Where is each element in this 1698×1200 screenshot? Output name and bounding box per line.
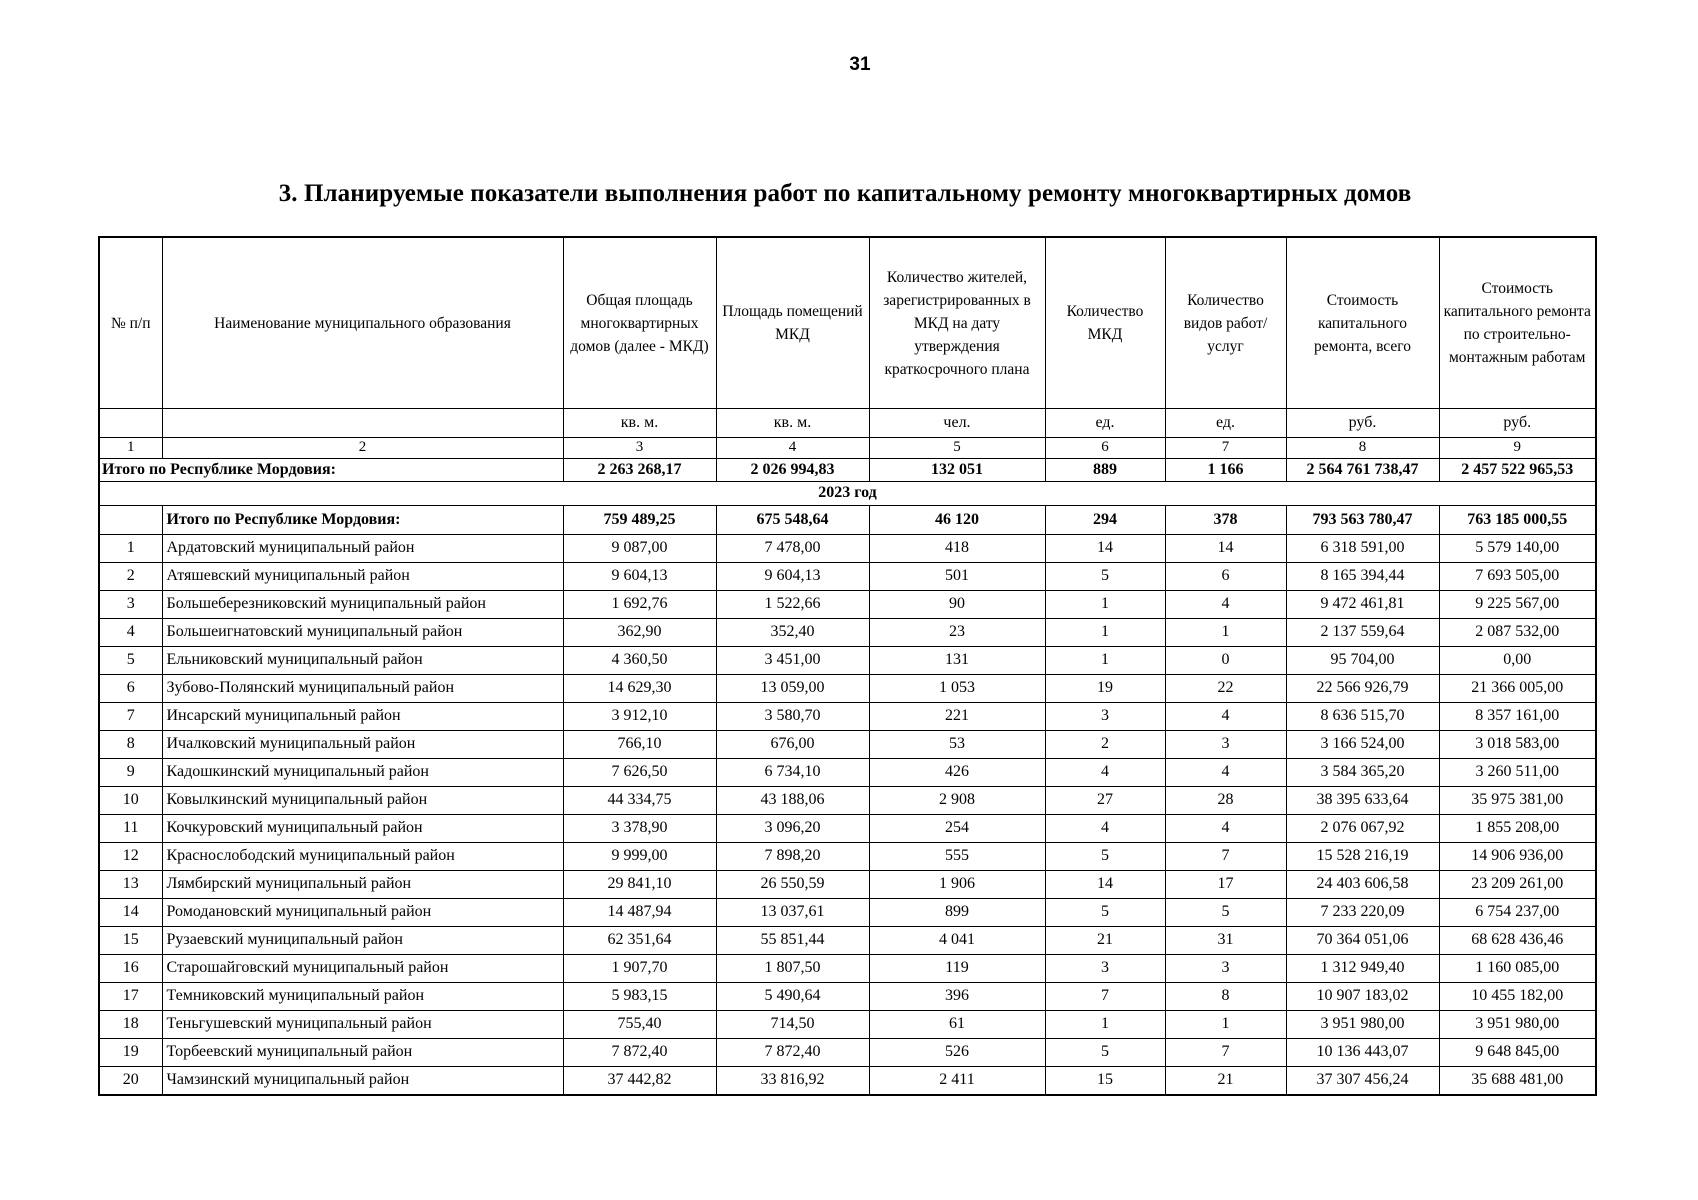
municipality-name: Кочкуровский муниципальный район	[162, 815, 563, 843]
unit-cell: руб.	[1439, 409, 1596, 438]
repair-cost-total: 6 318 591,00	[1286, 535, 1439, 563]
row-number: 13	[99, 871, 162, 899]
premises-area: 26 550,59	[716, 871, 869, 899]
header-row	[99, 237, 1596, 409]
repair-cost-construction: 10 455 182,00	[1439, 983, 1596, 1011]
unit-cell: руб.	[1286, 409, 1439, 438]
total-value: 2 457 522 965,53	[1439, 459, 1596, 482]
work-types-count: 4	[1165, 815, 1286, 843]
work-types-count: 28	[1165, 787, 1286, 815]
mkd-count: 27	[1045, 787, 1165, 815]
total-area: 9 087,00	[563, 535, 716, 563]
mkd-count: 1	[1045, 647, 1165, 675]
column-number: 3	[563, 438, 716, 459]
units-empty-cell	[99, 409, 162, 438]
row-number: 6	[99, 675, 162, 703]
total-area: 7 872,40	[563, 1039, 716, 1067]
total-area: 44 334,75	[563, 787, 716, 815]
premises-area: 3 451,00	[716, 647, 869, 675]
table-row	[99, 731, 1596, 759]
total-area: 9 999,00	[563, 843, 716, 871]
residents-count: 2 411	[869, 1067, 1045, 1096]
municipality-name: Инсарский муниципальный район	[162, 703, 563, 731]
repair-cost-construction: 21 366 005,00	[1439, 675, 1596, 703]
header-cell: Количество жителей, зарегистрированных в МКД на дату утверждения краткосрочного плана	[869, 237, 1045, 409]
premises-area: 5 490,64	[716, 983, 869, 1011]
header-cell: Количество видов работ/услуг	[1165, 237, 1286, 409]
repair-cost-total: 9 472 461,81	[1286, 591, 1439, 619]
premises-area: 13 037,61	[716, 899, 869, 927]
mkd-count: 5	[1045, 899, 1165, 927]
repair-cost-construction: 35 975 381,00	[1439, 787, 1596, 815]
grand-total-row	[99, 459, 1596, 482]
premises-area: 1 522,66	[716, 591, 869, 619]
year-total-row	[99, 506, 1596, 535]
municipality-name: Ичалковский муниципальный район	[162, 731, 563, 759]
municipality-name: Лямбирский муниципальный район	[162, 871, 563, 899]
column-number: 4	[716, 438, 869, 459]
table-row	[99, 563, 1596, 591]
residents-count: 1 053	[869, 675, 1045, 703]
year-row	[99, 482, 1596, 506]
total-area: 5 983,15	[563, 983, 716, 1011]
mkd-count: 3	[1045, 955, 1165, 983]
repair-cost-total: 7 233 220,09	[1286, 899, 1439, 927]
table-row	[99, 983, 1596, 1011]
table-row	[99, 1039, 1596, 1067]
work-types-count: 1	[1165, 1011, 1286, 1039]
repair-cost-construction: 7 693 505,00	[1439, 563, 1596, 591]
work-types-count: 31	[1165, 927, 1286, 955]
row-number: 4	[99, 619, 162, 647]
row-number: 14	[99, 899, 162, 927]
total-area: 14 487,94	[563, 899, 716, 927]
mkd-count: 5	[1045, 563, 1165, 591]
mkd-count: 5	[1045, 1039, 1165, 1067]
premises-area: 714,50	[716, 1011, 869, 1039]
repair-cost-total: 2 076 067,92	[1286, 815, 1439, 843]
work-types-count: 4	[1165, 591, 1286, 619]
municipality-name: Ромодановский муниципальный район	[162, 899, 563, 927]
table-row	[99, 843, 1596, 871]
row-number: 1	[99, 535, 162, 563]
total-value: 132 051	[869, 459, 1045, 482]
total-value: 1 166	[1165, 459, 1286, 482]
units-empty-cell	[162, 409, 563, 438]
total-area: 4 360,50	[563, 647, 716, 675]
work-types-count: 3	[1165, 955, 1286, 983]
year-total-label: Итого по Республике Мордовия:	[162, 506, 563, 535]
row-number: 9	[99, 759, 162, 787]
repair-cost-construction: 2 087 532,00	[1439, 619, 1596, 647]
column-number: 9	[1439, 438, 1596, 459]
table-row	[99, 955, 1596, 983]
residents-count: 119	[869, 955, 1045, 983]
municipality-name: Торбеевский муниципальный район	[162, 1039, 563, 1067]
repair-cost-total: 3 584 365,20	[1286, 759, 1439, 787]
header-cell: Стоимость капитального ремонта, всего	[1286, 237, 1439, 409]
premises-area: 43 188,06	[716, 787, 869, 815]
total-area: 1 692,76	[563, 591, 716, 619]
work-types-count: 14	[1165, 535, 1286, 563]
premises-area: 6 734,10	[716, 759, 869, 787]
row-number: 8	[99, 731, 162, 759]
repair-cost-total: 10 136 443,07	[1286, 1039, 1439, 1067]
premises-area: 13 059,00	[716, 675, 869, 703]
row-number: 20	[99, 1067, 162, 1096]
residents-count: 899	[869, 899, 1045, 927]
table-row	[99, 1011, 1596, 1039]
repair-cost-total: 10 907 183,02	[1286, 983, 1439, 1011]
table-row	[99, 591, 1596, 619]
repair-cost-total: 38 395 633,64	[1286, 787, 1439, 815]
municipality-name: Зубово-Полянский муниципальный район	[162, 675, 563, 703]
repair-cost-construction: 1 855 208,00	[1439, 815, 1596, 843]
work-types-count: 8	[1165, 983, 1286, 1011]
total-value: 675 548,64	[716, 506, 869, 535]
total-value: 46 120	[869, 506, 1045, 535]
row-number: 19	[99, 1039, 162, 1067]
column-number: 1	[99, 438, 162, 459]
repair-cost-construction: 9 648 845,00	[1439, 1039, 1596, 1067]
total-value: 889	[1045, 459, 1165, 482]
residents-count: 23	[869, 619, 1045, 647]
residents-count: 418	[869, 535, 1045, 563]
residents-count: 1 906	[869, 871, 1045, 899]
total-value: 763 185 000,55	[1439, 506, 1596, 535]
total-value: 793 563 780,47	[1286, 506, 1439, 535]
table-row	[99, 759, 1596, 787]
repair-cost-construction: 5 579 140,00	[1439, 535, 1596, 563]
table-row	[99, 871, 1596, 899]
repair-cost-construction: 3 951 980,00	[1439, 1011, 1596, 1039]
municipality-name: Теньгушевский муниципальный район	[162, 1011, 563, 1039]
table-row	[99, 815, 1596, 843]
table-row	[99, 927, 1596, 955]
premises-area: 676,00	[716, 731, 869, 759]
total-area: 29 841,10	[563, 871, 716, 899]
year-total-empty-cell	[99, 506, 162, 535]
header-cell: Стоимость капитального ремонта по строительно-монтажным работам	[1439, 237, 1596, 409]
unit-cell: чел.	[869, 409, 1045, 438]
unit-cell: кв. м.	[716, 409, 869, 438]
row-number: 7	[99, 703, 162, 731]
repair-cost-total: 8 636 515,70	[1286, 703, 1439, 731]
page-title: 3. Планируемые показатели выполнения работ по капитальному ремонту многоквартирных домов	[278, 180, 1412, 207]
repair-cost-construction: 14 906 936,00	[1439, 843, 1596, 871]
mkd-count: 1	[1045, 591, 1165, 619]
work-types-count: 17	[1165, 871, 1286, 899]
year-label: 2023 год	[99, 482, 1596, 506]
repair-cost-total: 95 704,00	[1286, 647, 1439, 675]
header-cell: Наименование муниципального образования	[162, 237, 563, 409]
table-row	[99, 675, 1596, 703]
premises-area: 3 096,20	[716, 815, 869, 843]
header-cell: Количество МКД	[1045, 237, 1165, 409]
row-number: 17	[99, 983, 162, 1011]
total-value: 2 263 268,17	[563, 459, 716, 482]
repair-cost-total: 8 165 394,44	[1286, 563, 1439, 591]
residents-count: 396	[869, 983, 1045, 1011]
municipality-name: Атяшевский муниципальный район	[162, 563, 563, 591]
row-number: 10	[99, 787, 162, 815]
repair-cost-construction: 3 260 511,00	[1439, 759, 1596, 787]
total-area: 362,90	[563, 619, 716, 647]
repair-cost-construction: 23 209 261,00	[1439, 871, 1596, 899]
premises-area: 7 872,40	[716, 1039, 869, 1067]
residents-count: 53	[869, 731, 1045, 759]
total-value: 378	[1165, 506, 1286, 535]
repair-cost-construction: 1 160 085,00	[1439, 955, 1596, 983]
capital-repair-table	[98, 236, 1597, 1096]
premises-area: 3 580,70	[716, 703, 869, 731]
work-types-count: 22	[1165, 675, 1286, 703]
work-types-count: 6	[1165, 563, 1286, 591]
repair-cost-total: 2 137 559,64	[1286, 619, 1439, 647]
row-number: 2	[99, 563, 162, 591]
header-cell: № п/п	[99, 237, 162, 409]
column-number: 7	[1165, 438, 1286, 459]
mkd-count: 14	[1045, 871, 1165, 899]
residents-count: 90	[869, 591, 1045, 619]
row-number: 16	[99, 955, 162, 983]
repair-cost-total: 37 307 456,24	[1286, 1067, 1439, 1096]
work-types-count: 5	[1165, 899, 1286, 927]
residents-count: 426	[869, 759, 1045, 787]
residents-count: 254	[869, 815, 1045, 843]
repair-cost-total: 15 528 216,19	[1286, 843, 1439, 871]
total-area: 755,40	[563, 1011, 716, 1039]
repair-cost-construction: 8 357 161,00	[1439, 703, 1596, 731]
municipality-name: Кадошкинский муниципальный район	[162, 759, 563, 787]
mkd-count: 19	[1045, 675, 1165, 703]
repair-cost-construction: 0,00	[1439, 647, 1596, 675]
work-types-count: 1	[1165, 619, 1286, 647]
mkd-count: 4	[1045, 815, 1165, 843]
premises-area: 9 604,13	[716, 563, 869, 591]
units-row	[99, 409, 1596, 438]
premises-area: 7 478,00	[716, 535, 869, 563]
total-value: 2 564 761 738,47	[1286, 459, 1439, 482]
total-area: 3 912,10	[563, 703, 716, 731]
premises-area: 352,40	[716, 619, 869, 647]
total-area: 37 442,82	[563, 1067, 716, 1096]
total-area: 7 626,50	[563, 759, 716, 787]
municipality-name: Большеигнатовский муниципальный район	[162, 619, 563, 647]
work-types-count: 4	[1165, 703, 1286, 731]
repair-cost-construction: 3 018 583,00	[1439, 731, 1596, 759]
premises-area: 55 851,44	[716, 927, 869, 955]
repair-cost-total: 22 566 926,79	[1286, 675, 1439, 703]
header-cell: Площадь помещений МКД	[716, 237, 869, 409]
table-row	[99, 619, 1596, 647]
residents-count: 131	[869, 647, 1045, 675]
row-number: 12	[99, 843, 162, 871]
total-area: 14 629,30	[563, 675, 716, 703]
residents-count: 555	[869, 843, 1045, 871]
grand-total-label: Итого по Республике Мордовия:	[99, 459, 563, 482]
repair-cost-total: 24 403 606,58	[1286, 871, 1439, 899]
premises-area: 33 816,92	[716, 1067, 869, 1096]
page-number: 31	[849, 54, 871, 75]
column-number: 8	[1286, 438, 1439, 459]
table-row	[99, 787, 1596, 815]
mkd-count: 5	[1045, 843, 1165, 871]
total-area: 766,10	[563, 731, 716, 759]
municipality-name: Темниковский муниципальный район	[162, 983, 563, 1011]
repair-cost-total: 3 166 524,00	[1286, 731, 1439, 759]
column-number: 2	[162, 438, 563, 459]
total-area: 3 378,90	[563, 815, 716, 843]
row-number: 5	[99, 647, 162, 675]
column-number: 5	[869, 438, 1045, 459]
mkd-count: 2	[1045, 731, 1165, 759]
repair-cost-total: 1 312 949,40	[1286, 955, 1439, 983]
table-row	[99, 1067, 1596, 1096]
premises-area: 1 807,50	[716, 955, 869, 983]
repair-cost-construction: 68 628 436,46	[1439, 927, 1596, 955]
row-number: 18	[99, 1011, 162, 1039]
row-number: 3	[99, 591, 162, 619]
work-types-count: 7	[1165, 1039, 1286, 1067]
data-rows	[99, 535, 1596, 1096]
row-number: 11	[99, 815, 162, 843]
unit-cell: кв. м.	[563, 409, 716, 438]
mkd-count: 14	[1045, 535, 1165, 563]
total-value: 759 489,25	[563, 506, 716, 535]
work-types-count: 4	[1165, 759, 1286, 787]
municipality-name: Ардатовский муниципальный район	[162, 535, 563, 563]
total-area: 1 907,70	[563, 955, 716, 983]
residents-count: 2 908	[869, 787, 1045, 815]
municipality-name: Чамзинский муниципальный район	[162, 1067, 563, 1096]
total-area: 62 351,64	[563, 927, 716, 955]
municipality-name: Ковылкинский муниципальный район	[162, 787, 563, 815]
work-types-count: 21	[1165, 1067, 1286, 1096]
residents-count: 526	[869, 1039, 1045, 1067]
municipality-name: Большеберезниковский муниципальный район	[162, 591, 563, 619]
mkd-count: 1	[1045, 1011, 1165, 1039]
mkd-count: 15	[1045, 1067, 1165, 1096]
header-cell: Общая площадь многоквартирных домов (далее - МКД)	[563, 237, 716, 409]
unit-cell: ед.	[1165, 409, 1286, 438]
mkd-count: 4	[1045, 759, 1165, 787]
municipality-name: Рузаевский муниципальный район	[162, 927, 563, 955]
work-types-count: 7	[1165, 843, 1286, 871]
table-row	[99, 899, 1596, 927]
total-value: 294	[1045, 506, 1165, 535]
premises-area: 7 898,20	[716, 843, 869, 871]
municipality-name: Старошайговский муниципальный район	[162, 955, 563, 983]
total-value: 2 026 994,83	[716, 459, 869, 482]
mkd-count: 7	[1045, 983, 1165, 1011]
work-types-count: 0	[1165, 647, 1286, 675]
repair-cost-total: 70 364 051,06	[1286, 927, 1439, 955]
column-numbers-row	[99, 438, 1596, 459]
repair-cost-total: 3 951 980,00	[1286, 1011, 1439, 1039]
municipality-name: Краснослободский муниципальный район	[162, 843, 563, 871]
repair-cost-construction: 6 754 237,00	[1439, 899, 1596, 927]
mkd-count: 21	[1045, 927, 1165, 955]
total-area: 9 604,13	[563, 563, 716, 591]
column-number: 6	[1045, 438, 1165, 459]
residents-count: 61	[869, 1011, 1045, 1039]
table-row	[99, 703, 1596, 731]
municipality-name: Ельниковский муниципальный район	[162, 647, 563, 675]
table-row	[99, 647, 1596, 675]
residents-count: 501	[869, 563, 1045, 591]
repair-cost-construction: 9 225 567,00	[1439, 591, 1596, 619]
residents-count: 221	[869, 703, 1045, 731]
residents-count: 4 041	[869, 927, 1045, 955]
work-types-count: 3	[1165, 731, 1286, 759]
mkd-count: 3	[1045, 703, 1165, 731]
repair-cost-construction: 35 688 481,00	[1439, 1067, 1596, 1096]
mkd-count: 1	[1045, 619, 1165, 647]
unit-cell: ед.	[1045, 409, 1165, 438]
table-row	[99, 535, 1596, 563]
row-number: 15	[99, 927, 162, 955]
